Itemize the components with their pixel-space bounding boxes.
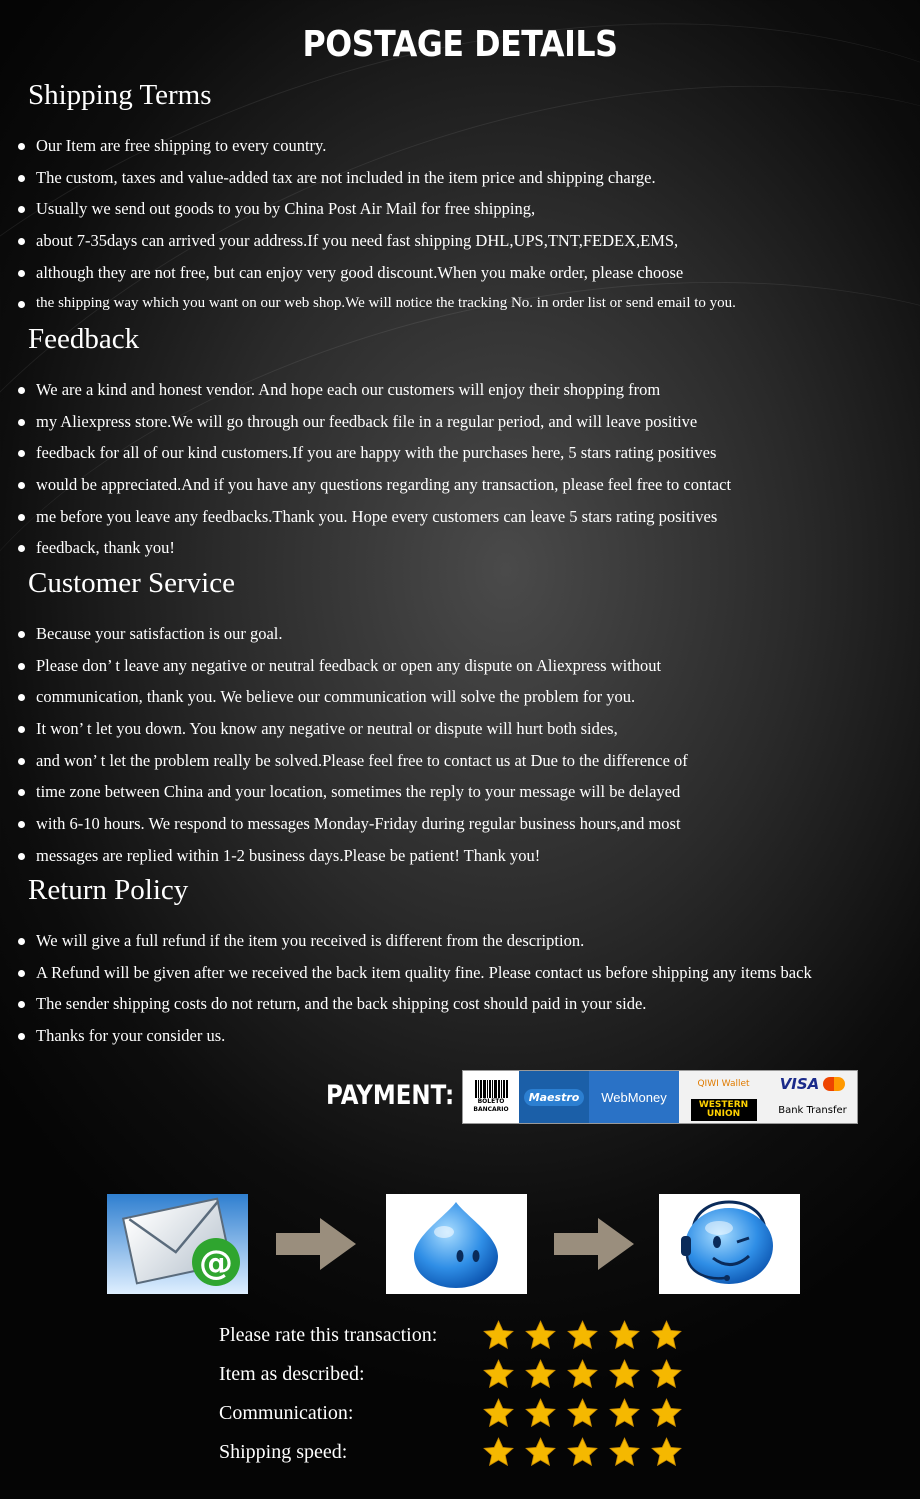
bullet-icon — [18, 938, 25, 945]
rating-row — [219, 1433, 683, 1472]
list-item: The sender shipping costs do not return, and the back shipping cost should paid in your side. — [14, 988, 920, 1020]
mastercard-icon — [823, 1077, 845, 1091]
bullet-icon — [18, 270, 25, 277]
rating-row — [219, 1355, 683, 1394]
western-union-logo: WESTERN UNION — [679, 1097, 768, 1123]
list-item: and won’ t let the problem really be solved.Please feel free to contact us at Due to the difference of — [14, 745, 688, 777]
star-icon[interactable] — [482, 1397, 515, 1430]
star-icon[interactable] — [524, 1397, 557, 1430]
star-rating[interactable] — [482, 1436, 683, 1469]
list-item: with 6-10 hours. We respond to messages Monday-Friday during regular business hours,and most — [14, 808, 688, 840]
list-item: Our Item are free shipping to every country. — [14, 130, 736, 162]
rating-row — [219, 1316, 683, 1355]
section-heading-return-policy: Return Policy — [28, 874, 189, 906]
payment-methods-banner — [462, 1070, 858, 1124]
bullet-icon — [18, 726, 25, 733]
list-item: my Aliexpress store.We will go through our feedback file in a regular period, and will leave positive — [14, 406, 731, 438]
bullet-icon — [18, 301, 25, 308]
star-icon[interactable] — [524, 1358, 557, 1391]
star-icon[interactable] — [608, 1319, 641, 1352]
bullet-icon — [18, 853, 25, 860]
payment-label: PAYMENT: — [326, 1080, 455, 1111]
section-heading-feedback: Feedback — [28, 323, 140, 355]
star-icon[interactable] — [608, 1358, 641, 1391]
bullet-icon — [18, 545, 25, 552]
star-icon[interactable] — [650, 1436, 683, 1469]
bullet-icon — [18, 206, 25, 213]
maestro-logo: Maestro — [519, 1071, 589, 1123]
bullet-icon — [18, 1033, 25, 1040]
rating-label: Communication: — [219, 1402, 354, 1424]
list-item: feedback for all of our kind customers.If you are happy with the purchases here, 5 stars rating positives — [14, 437, 731, 469]
list-item: although they are not free, but can enjoy very good discount.When you make order, please choose — [14, 257, 736, 289]
star-icon[interactable] — [650, 1319, 683, 1352]
star-icon[interactable] — [566, 1319, 599, 1352]
star-icon[interactable] — [566, 1358, 599, 1391]
bullet-icon — [18, 631, 25, 638]
star-icon[interactable] — [650, 1397, 683, 1430]
bullet-icon — [18, 789, 25, 796]
bank-transfer-logo: Bank Transfer — [778, 1104, 847, 1116]
list-item: The custom, taxes and value-added tax are not included in the item price and shipping charge. — [14, 162, 736, 194]
star-icon[interactable] — [482, 1319, 515, 1352]
list-item: feedback, thank you! — [14, 532, 731, 564]
star-rating[interactable] — [482, 1358, 683, 1391]
list-item: about 7-35days can arrived your address.If you need fast shipping DHL,UPS,TNT,FEDEX,EMS, — [14, 225, 736, 257]
bullet-icon — [18, 663, 25, 670]
list-item: Please don’ t leave any negative or neutral feedback or open any dispute on Aliexpress without — [14, 650, 688, 682]
bullet-icon — [18, 238, 25, 245]
star-rating[interactable] — [482, 1397, 683, 1430]
bullet-icon — [18, 758, 25, 765]
list-item: time zone between China and your location, sometimes the reply to your message will be delayed — [14, 776, 688, 808]
qiwi-logo: QIWI Wallet — [697, 1079, 750, 1089]
bullet-icon — [18, 482, 25, 489]
bullet-icon — [18, 1001, 25, 1008]
list-item: Thanks for your consider us. — [14, 1020, 920, 1052]
list-item: Because your satisfaction is our goal. — [14, 618, 688, 650]
star-icon[interactable] — [482, 1436, 515, 1469]
star-icon[interactable] — [608, 1436, 641, 1469]
bullet-icon — [18, 450, 25, 457]
shipping-terms-list — [14, 130, 736, 320]
star-icon[interactable] — [524, 1436, 557, 1469]
bullet-icon — [18, 143, 25, 150]
bullet-icon — [18, 821, 25, 828]
rating-label: Item as described: — [219, 1363, 365, 1385]
email-icon — [107, 1194, 248, 1294]
list-item: would be appreciated.And if you have any questions regarding any transaction, please feel free to contact — [14, 469, 731, 501]
star-icon[interactable] — [482, 1358, 515, 1391]
droplet-face-icon — [386, 1194, 527, 1294]
list-item: me before you leave any feedbacks.Thank you. Hope every customers can leave 5 stars rating positives — [14, 501, 731, 533]
headset-smiley-icon — [659, 1194, 800, 1294]
rating-label: Shipping speed: — [219, 1441, 348, 1463]
svg-text:@: @ — [199, 1243, 233, 1283]
list-item: Usually we send out goods to you by China Post Air Mail for free shipping, — [14, 193, 736, 225]
star-icon[interactable] — [608, 1397, 641, 1430]
list-item: communication, thank you. We believe our communication will solve the problem for you. — [14, 681, 688, 713]
right-arrow-icon — [554, 1218, 634, 1270]
list-item: We are a kind and honest vendor. And hope each our customers will enjoy their shopping from — [14, 374, 731, 406]
bullet-icon — [18, 694, 25, 701]
page-title: POSTAGE DETAILS — [302, 24, 618, 65]
rating-label: Please rate this transaction: — [219, 1324, 438, 1346]
list-item: It won’ t let you down. You know any negative or neutral or dispute will hurt both sides, — [14, 713, 688, 745]
ratings-panel — [219, 1316, 683, 1472]
feedback-list — [14, 374, 731, 564]
section-heading-shipping: Shipping Terms — [28, 79, 212, 111]
customer-service-list — [14, 618, 688, 872]
list-item: A Refund will be given after we received the back item quality fine. Please contact us before shipping any items back — [14, 957, 920, 989]
section-heading-customer-service: Customer Service — [28, 567, 235, 599]
star-icon[interactable] — [566, 1436, 599, 1469]
list-item: We will give a full refund if the item you received is different from the description. — [14, 925, 920, 957]
list-item: the shipping way which you want on our web shop.We will notice the tracking No. in order list or send email to you. — [14, 288, 736, 320]
bullet-icon — [18, 387, 25, 394]
barcode-icon — [475, 1080, 508, 1098]
star-rating[interactable] — [482, 1319, 683, 1352]
rating-row — [219, 1394, 683, 1433]
list-item: messages are replied within 1-2 business days.Please be patient! Thank you! — [14, 840, 688, 872]
bullet-icon — [18, 175, 25, 182]
star-icon[interactable] — [650, 1358, 683, 1391]
bullet-icon — [18, 514, 25, 521]
bullet-icon — [18, 970, 25, 977]
star-icon[interactable] — [566, 1397, 599, 1430]
right-arrow-icon — [276, 1218, 356, 1270]
bullet-icon — [18, 419, 25, 426]
webmoney-logo: WebMoney — [589, 1071, 679, 1123]
visa-logo: VISA — [768, 1071, 857, 1097]
star-icon[interactable] — [524, 1319, 557, 1352]
return-policy-list — [14, 925, 920, 1052]
boleto-logo: BOLETO BANCARIO — [463, 1071, 519, 1123]
